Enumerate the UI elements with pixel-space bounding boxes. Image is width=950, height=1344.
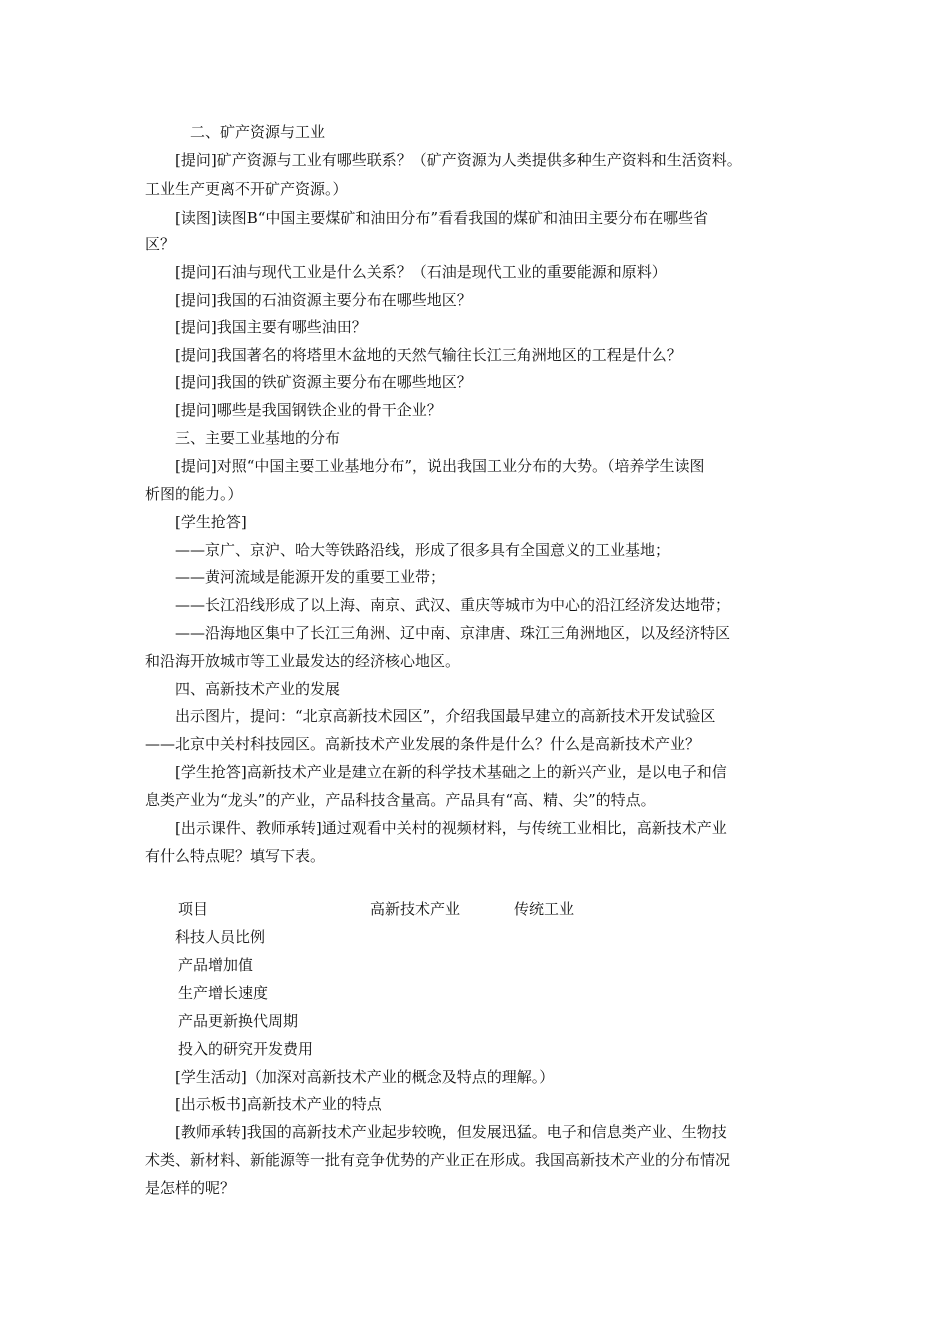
text-line: 息类产业为“龙头”的产业，产品科技含量高。产品具有“高、精、尖”的特点。 [145, 791, 656, 809]
section-heading-4: 四、高新技术产业的发展 [175, 680, 341, 698]
text-line: [提问]我国著名的将塔里木盆地的天然气输往长江三角洲地区的工程是什么？ [175, 346, 682, 364]
text-line: [学生抢答]高新技术产业是建立在新的科学技术基础之上的新兴产业，是以电子和信 [175, 763, 727, 781]
text-line: [提问]石油与现代工业是什么关系？（石油是现代工业的重要能源和原料） [175, 263, 667, 281]
text-line: 析图的能力。） [145, 485, 243, 503]
text-line: 术类、新材料、新能源等一批有竞争优势的产业正在形成。我国高新技术产业的分布情况 [145, 1151, 731, 1169]
text-line: 工业生产更离不开矿产资源。） [145, 180, 348, 198]
text-line: [提问]我国的石油资源主要分布在哪些地区？ [175, 291, 472, 309]
text-line: ——长江沿线形成了以上海、南京、武汉、重庆等城市为中心的沿江经济发达地带； [175, 596, 731, 614]
text-line: ——沿海地区集中了长江三角洲、辽中南、京津唐、珠江三角洲地区，以及经济特区 [175, 624, 731, 642]
text-line: [提问]对照“中国主要工业基地分布”，说出我国工业分布的大势。（培养学生读图 [175, 457, 705, 475]
table-row: 投入的研究开发费用 [178, 1040, 314, 1058]
text-line: [提问]矿产资源与工业有哪些联系？（矿产资源为人类提供多种生产资料和生活资料。 [175, 151, 742, 169]
text-line: [提问]我国主要有哪些油田？ [175, 318, 367, 336]
text-line: ——黄河流域是能源开发的重要工业带； [175, 568, 446, 586]
table-header: 传统工业 [514, 900, 575, 918]
table-header: 项目 [178, 900, 209, 918]
table-row: 产品增加值 [178, 956, 254, 974]
text-line: 是怎样的呢？ [145, 1179, 236, 1197]
text-line: 和沿海开放城市等工业最发达的经济核心地区。 [145, 652, 461, 670]
text-line: [学生抢答] [175, 513, 247, 531]
text-line: ——北京中关村科技园区。高新技术产业发展的条件是什么？什么是高新技术产业？ [145, 735, 701, 753]
table-row: 科技人员比例 [175, 928, 266, 946]
text-line: [提问]哪些是我国钢铁企业的骨干企业？ [175, 401, 442, 419]
text-line: [出示板书]高新技术产业的特点 [175, 1095, 382, 1113]
text-line: 区？ [145, 235, 176, 253]
text-line: 有什么特点呢？填写下表。 [145, 847, 326, 865]
text-line: 出示图片，提问：“北京高新技术园区”，介绍我国最早建立的高新技术开发试验区 [175, 707, 716, 725]
text-line: [出示课件、教师承转]通过观看中关村的视频材料，与传统工业相比，高新技术产业 [175, 819, 727, 837]
table-header: 高新技术产业 [370, 900, 461, 918]
table-row: 产品更新换代周期 [178, 1012, 299, 1030]
text-line: ——京广、京沪、哈大等铁路沿线，形成了很多具有全国意义的工业基地； [175, 541, 671, 559]
text-line: [提问]我国的铁矿资源主要分布在哪些地区？ [175, 373, 472, 391]
text-line: [读图]读图B“中国主要煤矿和油田分布”看看我国的煤矿和油田主要分布在哪些省 [175, 209, 709, 227]
section-heading-3: 三、主要工业基地的分布 [175, 429, 341, 447]
section-heading-2: 二、矿产资源与工业 [190, 123, 326, 141]
text-line: [学生活动]（加深对高新技术产业的概念及特点的理解。） [175, 1068, 555, 1086]
text-line: [教师承转]我国的高新技术产业起步较晚，但发展迅猛。电子和信息类产业、生物技 [175, 1123, 727, 1141]
table-row: 生产增长速度 [178, 984, 269, 1002]
